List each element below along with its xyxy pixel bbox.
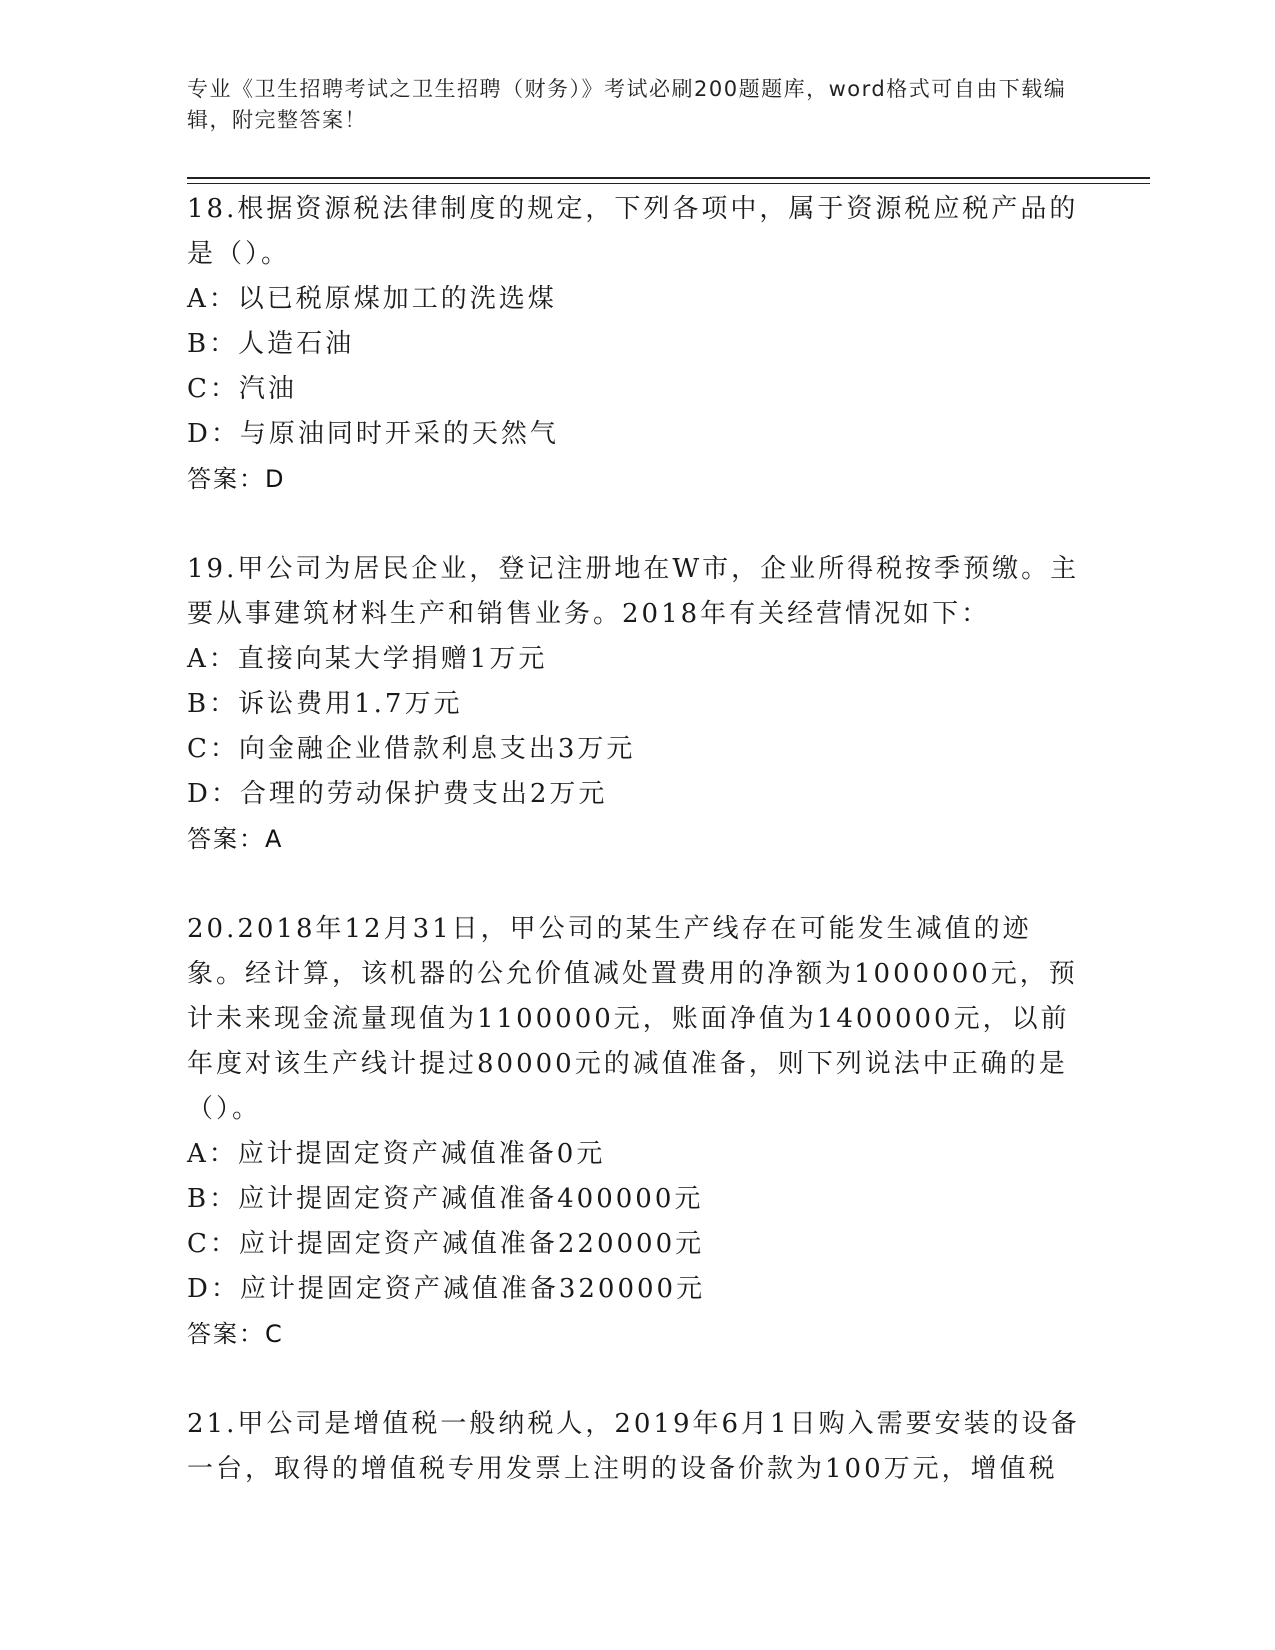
option-b: B：应计提固定资产减值准备400000元: [187, 1184, 704, 1214]
question-20: [187, 907, 1087, 1357]
question-stem: 18.根据资源税法律制度的规定，下列各项中，属于资源税应税产品的是（）。: [187, 194, 1079, 269]
question-spacer: [187, 1357, 1087, 1402]
question-stem: 20.2018年12月31日，甲公司的某生产线存在可能发生减值的迹象。经计算，该机器的公允价值减处置费用的净额为1000000元，预计未来现金流量现值为1100000元，账面净值为1400000元，以前年度对该生产线计提过80000元的减值准备，则下列说法中正确的是（）。: [187, 914, 1078, 1124]
question-stem: 21.甲公司是增值税一般纳税人，2019年6月1日购入需要安装的设备一台，取得的增值税专用发票上注明的设备价款为100万元，增值税: [187, 1409, 1080, 1484]
question-stem: 19.甲公司为居民企业，登记注册地在W市，企业所得税按季预缴。主要从事建筑材料生产和销售业务。2018年有关经营情况如下：: [187, 554, 1080, 629]
option-a: A：以已税原煤加工的洗选煤: [187, 284, 557, 314]
header-divider-thin: [187, 183, 1150, 184]
option-c: C：向金融企业借款利息支出3万元: [187, 734, 636, 764]
option-a: A：应计提固定资产减值准备0元: [187, 1139, 606, 1169]
question-18: [187, 187, 1087, 502]
question-19: [187, 547, 1087, 862]
question-list: [187, 187, 1087, 1492]
question-spacer: [187, 862, 1087, 907]
option-c: C：汽油: [187, 374, 297, 404]
option-b: B：人造石油: [187, 329, 355, 359]
option-d: D：与原油同时开采的天然气: [187, 419, 559, 449]
question-21: [187, 1402, 1087, 1492]
option-d: D：合理的劳动保护费支出2万元: [187, 779, 608, 809]
page-header: 专业《卫生招聘考试之卫生招聘（财务）》考试必刷200题题库，word格式可自由下载编辑，附完整答案！: [187, 77, 1067, 132]
question-spacer: [187, 502, 1087, 547]
answer-line: 答案：C: [187, 1320, 284, 1348]
answer-line: 答案：A: [187, 825, 284, 853]
option-d: D：应计提固定资产减值准备320000元: [187, 1274, 706, 1304]
option-c: C：应计提固定资产减值准备220000元: [187, 1229, 705, 1259]
option-a: A：直接向某大学捐赠1万元: [187, 644, 548, 674]
header-divider-thick: [187, 177, 1150, 179]
answer-line: 答案：D: [187, 465, 286, 493]
option-b: B：诉讼费用1.7万元: [187, 689, 463, 719]
